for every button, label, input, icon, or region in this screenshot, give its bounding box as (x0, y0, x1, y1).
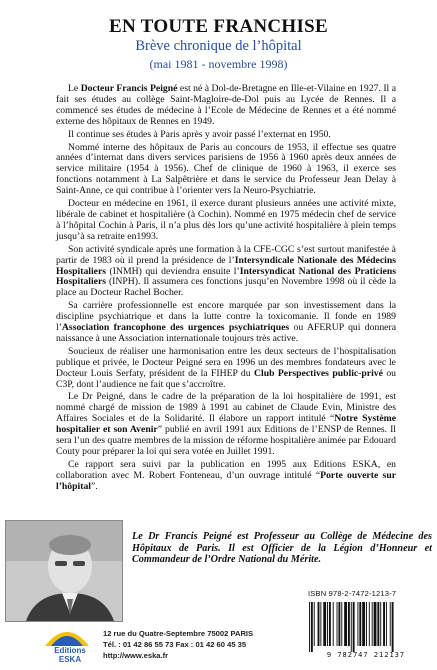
barcode-bar (318, 602, 320, 646)
text-run: ou C3P, dont l’audience ne fait que s’accroître. (56, 367, 397, 390)
book-subtitle: Brève chronique de l’hôpital (135, 38, 302, 54)
paragraph (56, 199, 396, 243)
text-run: Le Dr Peigné, dans le cadre de la préparation de la loi hospitalière de 1991, est nommé chargé de mission de 1989 à 1991 au cabinet de Claude Evin, Ministre des Affaires Sociales et de la Solidarité. Il élabore un rapport intitulé “ (56, 391, 396, 425)
paragraph (56, 130, 396, 141)
bold-text: Intersyndicat National des Praticiens Hospitaliers (56, 265, 396, 288)
book-dates: (mai 1981 - novembre 1998) (149, 57, 288, 71)
paragraph (56, 347, 396, 391)
text-run: Il continue ses études à Paris après y avoir passé l’externat en 1950. (68, 128, 331, 140)
paragraph (56, 392, 396, 457)
paragraph (56, 245, 396, 300)
barcode-bar (383, 602, 385, 646)
publisher-name (40, 646, 100, 664)
book-title: EN TOUTE FRANCHISE (108, 16, 329, 37)
barcode-bar (359, 602, 361, 646)
publisher-name-line1: Editions (54, 646, 86, 655)
author-photo (5, 520, 123, 622)
text-run: Docteur en médecine en 1961, il exerce durant plusieurs années une activité mixte, libérale de cabinet et hospitalière (à Cochin). Nommé en 1975 médecin chef de service à l’hôpital Cochin à Paris, il n’a plus dès lors qu’une activité hospitalière à plein temps jusqu’à sa retraite en1993. (56, 198, 396, 242)
paragraph (56, 84, 396, 128)
barcode-bar (351, 602, 352, 652)
back-cover-text (56, 84, 396, 495)
bold-text: Docteur Francis Peigné (80, 83, 178, 94)
barcode-bar (311, 602, 313, 652)
barcode-bar (320, 602, 321, 646)
isbn: ISBN 978-2-7472-1213-7 (308, 589, 397, 598)
barcode-bar (386, 602, 387, 646)
barcode-bar (380, 602, 381, 646)
paragraph (56, 301, 396, 345)
bold-text: Club Perspectives public-privé (254, 367, 383, 379)
author-bio: Le Dr Francis Peigné est Professeur au Collège de Médecine des Hôpitaux de Paris. Il est Officier de la Légion d’Honneur et Commandeur de l’Ordre National du Mérite. (132, 531, 432, 566)
barcode-bar (372, 602, 373, 646)
barcode-bar (390, 602, 391, 646)
paragraph (56, 460, 396, 493)
barcode-bar (353, 602, 355, 652)
barcode-bar (369, 602, 370, 646)
barcode-bar (344, 602, 347, 646)
barcode-bar (327, 602, 328, 646)
barcode (305, 602, 427, 652)
barcode-bar (314, 602, 315, 646)
barcode-bar (333, 602, 334, 646)
text-run: Sa carrière professionnelle est encore marquée par son investissement dans la discipline psychiatrique et dans la lutte contre la toxicomanie. Il fonde en 1989 l’ (56, 300, 396, 334)
barcode-bar (366, 602, 367, 646)
barcode-bar (329, 602, 331, 646)
bold-text: Porte ouverte sur l’hôpital (56, 469, 397, 492)
publisher-address-block (103, 628, 293, 661)
text-run: Le (68, 83, 81, 94)
barcode-bar (337, 602, 338, 646)
barcode-bar (392, 602, 394, 652)
publisher-website[interactable]: http://www.eska.fr (103, 651, 169, 660)
text-run: Nommé interne des hôpitaux de Paris au concours de 1953, il effectue ses quatre années d’internat dans divers services parisiens de 1956 à 1960 après deux années de service militaire (1954 à 1956). Chef de clinique de 1960 à 1963, il exerce ses fonctions notamment à La Salpêtrière et dans le service du Professeur Jean Delay à Saint-Anne, ce qui contribue à l’orienter vers la Neuro-Psychiatrie. (56, 141, 396, 197)
text-run: ” publié en avril 1991 aux Editions de l’ENSP de Rennes. Il sera l’un des quatre membres de la mission de réforme hospitalière animée par Edouard Couty pour préparer la loi qui sera votée en Juillet 1991. (56, 424, 396, 457)
barcode-bar (362, 602, 365, 646)
text-run: (INPH). Il assumera ces fonctions jusqu’en Novembre 1998 où il cède la place au Docteur Rachel Bocher. (56, 276, 396, 299)
barcode-bar (341, 602, 342, 646)
bold-text: Association francophone des urgences psychiatriques (61, 322, 290, 334)
barcode-bar (377, 602, 379, 646)
text-run: Son activité syndicale après une formation à la CFE-CGC s’est surtout manifestée à partir de 1983 où il prend la présidence de l’ (56, 243, 396, 266)
publisher-phone: Tél. : 01 42 86 55 73 Fax : 01 42 60 45 35 (103, 640, 247, 649)
barcode-bar (374, 602, 377, 646)
publisher-name-line2: ESKA (58, 655, 82, 664)
bold-text: Notre Système hospitalier et son Avenir (56, 413, 396, 436)
barcode-bar (309, 602, 310, 652)
text-run: Soucieux de réaliser une harmonisation entre les deux secteurs de l’hospitalisation publique et privée, le Docteur Peigné sera en 1996 un des membres fondateurs avec le Docteur Louis Serfaty, président de la FIHEP du (56, 345, 396, 379)
text-run: (INMH) qui deviendra ensuite l’ (106, 265, 240, 277)
bold-text: Intersyndicale Nationale des Médecins Hospitaliers (56, 254, 396, 277)
text-run: Ce rapport sera suivi par la publication en 1995 aux Editions ESKA, en collaboration avec M. Robert Fonteneau, d’un ouvrage intitulé “ (56, 458, 396, 481)
text-run: ou AFERUP qui donnera naissance à une Association internationale toujours très active. (56, 322, 396, 344)
text-run: ”. (91, 480, 98, 492)
barcode-bar (357, 602, 358, 646)
barcode-number: 9 782747 212137 (326, 651, 406, 659)
barcode-bar (323, 602, 326, 646)
barcode-bar (348, 602, 350, 646)
text-run: est né à Dol-de-Bretagne en Ille-et-Vilaine en 1927. Il a fait ses études au collège Saint-Magloire-de-Dol puis au Lycée de Rennes. Il a commencé ses études de médecine à l’Ecole de Médecine de Rennes et a été nommé externe des hôpitaux de Rennes en 1949. (56, 83, 396, 127)
paragraph (56, 143, 396, 198)
barcode-bar (338, 602, 340, 646)
publisher-address: 12 rue du Quatre-Septembre 75002 PARIS (103, 629, 254, 638)
